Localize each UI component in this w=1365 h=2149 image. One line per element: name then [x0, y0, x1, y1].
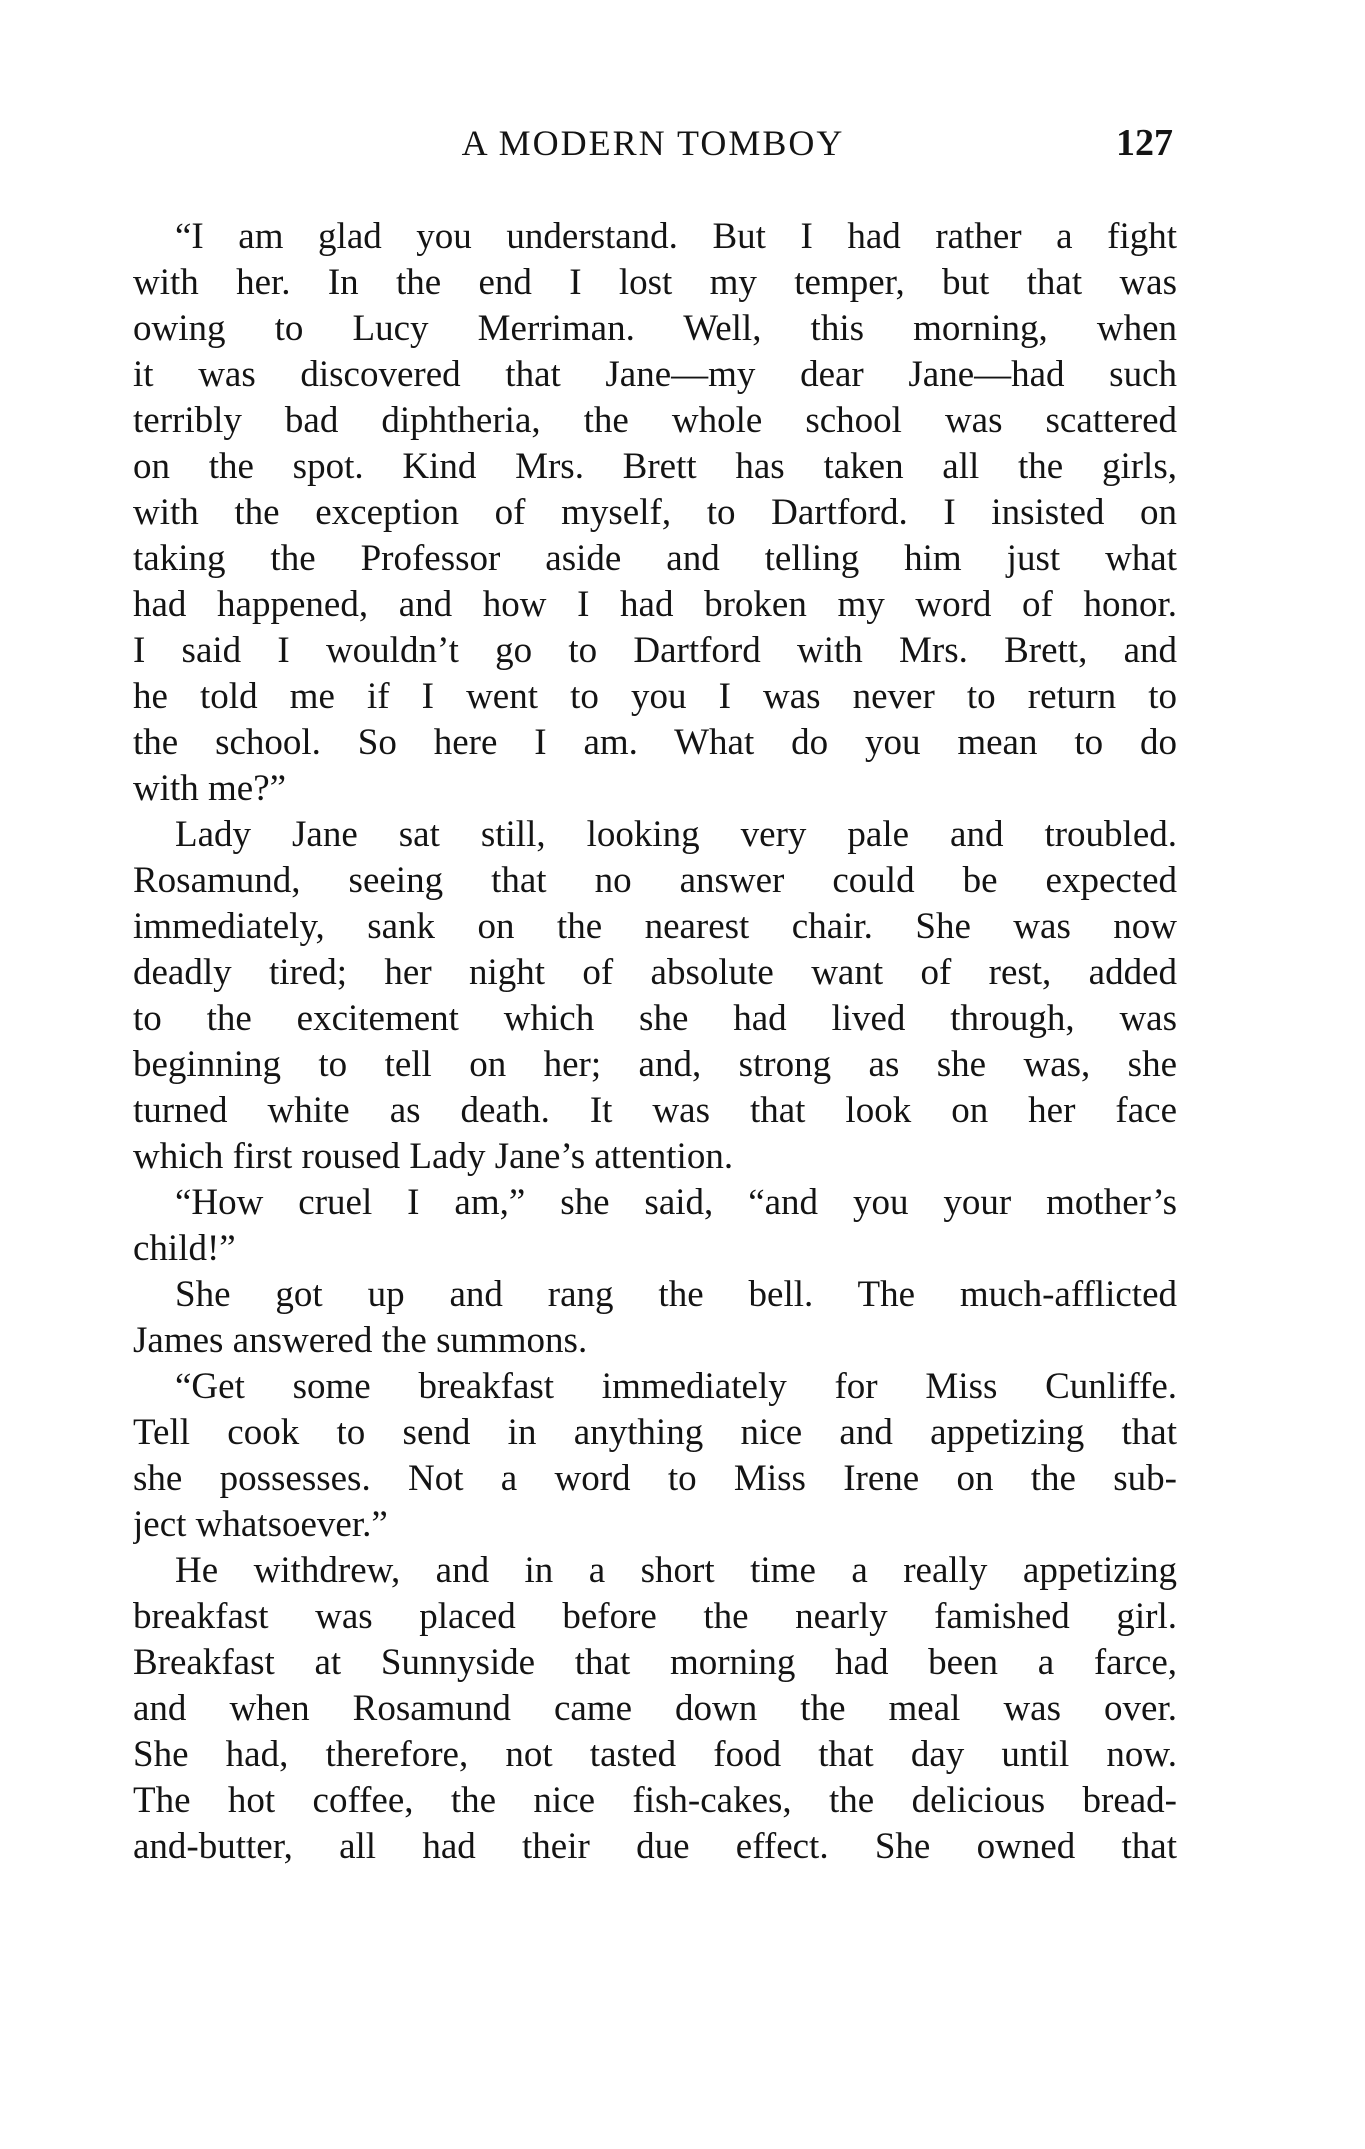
text-line: which first roused Lady Jane’s attention.	[133, 1136, 734, 1177]
text-line: with me?”	[133, 768, 287, 809]
text-line: I said I wouldn’t go to Dartford with Mrs. Brett, and	[133, 630, 1177, 671]
paragraph	[133, 812, 1177, 1180]
text-line: child!”	[133, 1228, 236, 1269]
text-line: turned white as death. It was that look on her face	[133, 1090, 1177, 1131]
text-line: ject whatsoever.”	[133, 1504, 388, 1545]
text-line: breakfast was placed before the nearly famished girl.	[133, 1596, 1177, 1637]
text-line: She had, therefore, not tasted food that day until now.	[133, 1734, 1177, 1775]
page-number: 127	[1116, 122, 1173, 164]
text-line: deadly tired; her night of absolute want of rest, added	[133, 952, 1177, 993]
text-line: terribly bad diphtheria, the whole school was scattered	[133, 400, 1177, 441]
text-line: Tell cook to send in anything nice and appetizing that	[133, 1412, 1177, 1453]
text-line: to the excitement which she had lived through, was	[133, 998, 1177, 1039]
text-line: “Get some breakfast immediately for Miss Cunliffe.	[175, 1366, 1177, 1407]
text-line: Lady Jane sat still, looking very pale and troubled.	[175, 814, 1177, 855]
text-line: the school. So here I am. What do you mean to do	[133, 722, 1177, 763]
text-line: “I am glad you understand. But I had rather a fight	[175, 216, 1177, 257]
text-line: “How cruel I am,” she said, “and you your mother’s	[175, 1182, 1177, 1223]
paragraph	[133, 1364, 1177, 1548]
text-line: James answered the summons.	[133, 1320, 588, 1361]
text-line: and when Rosamund came down the meal was over.	[133, 1688, 1177, 1729]
text-line: beginning to tell on her; and, strong as she was, she	[133, 1044, 1177, 1085]
paragraph	[133, 214, 1177, 812]
running-head	[133, 118, 1173, 168]
paragraph	[133, 1272, 1177, 1364]
text-line: Breakfast at Sunnyside that morning had been a farce,	[133, 1642, 1177, 1683]
text-line: immediately, sank on the nearest chair. She was now	[133, 906, 1177, 947]
text-line: on the spot. Kind Mrs. Brett has taken all the girls,	[133, 446, 1177, 487]
text-line: He withdrew, and in a short time a really appetizing	[175, 1550, 1177, 1591]
text-line: taking the Professor aside and telling him just what	[133, 538, 1177, 579]
paragraph	[133, 1548, 1177, 1870]
text-line: Rosamund, seeing that no answer could be expected	[133, 860, 1177, 901]
text-line: with the exception of myself, to Dartford. I insisted on	[133, 492, 1177, 533]
running-title: A MODERN TOMBOY	[461, 123, 845, 163]
text-line: it was discovered that Jane—my dear Jane—had such	[133, 354, 1177, 395]
text-line: and-butter, all had their due effect. She owned that	[133, 1826, 1177, 1867]
text-line: She got up and rang the bell. The much-afflicted	[175, 1274, 1177, 1315]
paragraph	[133, 1180, 1177, 1272]
body-text	[133, 214, 1177, 1870]
text-line: he told me if I went to you I was never to return to	[133, 676, 1177, 717]
text-line: owing to Lucy Merriman. Well, this morning, when	[133, 308, 1177, 349]
text-line: had happened, and how I had broken my word of honor.	[133, 584, 1177, 625]
text-line: she possesses. Not a word to Miss Irene on the sub-	[133, 1458, 1177, 1499]
text-line: The hot coffee, the nice fish-cakes, the delicious bread-	[133, 1780, 1177, 1821]
text-line: with her. In the end I lost my temper, but that was	[133, 262, 1177, 303]
